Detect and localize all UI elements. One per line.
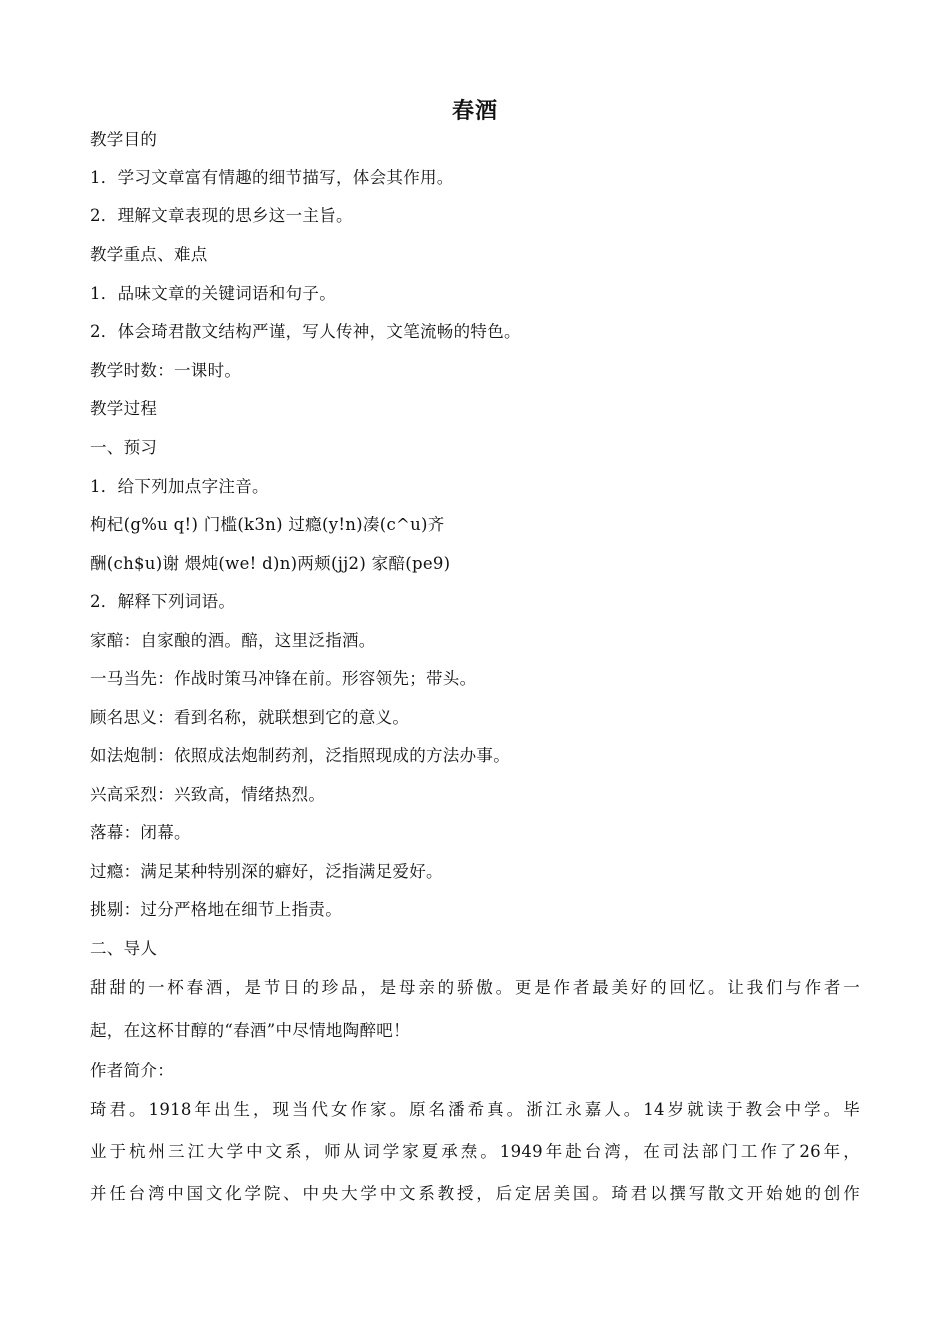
author-bio-line: 并任台湾中国文化学院、中央大学中文系教授，后定居美国。琦君以撰写散文开始她的创作 [90, 1184, 860, 1203]
vocab-item: 一马当先：作战时策马冲锋在前。形容领先；带头。 [90, 669, 477, 688]
section-heading-objectives: 教学目的 [90, 130, 158, 149]
key-point-item-1: 1．品味文章的关键词语和句子。 [90, 284, 336, 303]
document-title: 春酒 [451, 99, 498, 124]
section-heading-process: 教学过程 [90, 399, 158, 418]
subsection-introduction: 二、导人 [90, 939, 158, 958]
preview-task-2: 2．解释下列词语。 [90, 592, 236, 611]
vocab-item: 过瘾：满足某种特别深的癖好，泛指满足爱好。 [90, 862, 443, 881]
teaching-hours: 教学时数：一课时。 [90, 361, 242, 380]
pinyin-line-2: 酬(ch$u)谢 煨炖(we! d)n)两颊(jj2) 家醅(pe9) [90, 554, 451, 573]
subsection-preview: 一、预习 [90, 438, 158, 457]
author-bio-line: 琦君。1918年出生，现当代女作家。原名潘希真。浙江永嘉人。14岁就读于教会中学。毕 [90, 1100, 860, 1119]
vocab-item: 兴高采烈：兴致高，情绪热烈。 [90, 785, 326, 804]
vocab-item: 落幕：闭幕。 [90, 823, 191, 842]
vocab-item: 顾名思义：看到名称，就联想到它的意义。 [90, 708, 410, 727]
intro-paragraph-line: 起，在这杯甘醇的“春酒”中尽情地陶醉吧！ [90, 1021, 410, 1040]
author-bio-line: 业于杭州三江大学中文系，师从词学家夏承焘。1949年赴台湾，在司法部门工作了26年， [90, 1142, 860, 1161]
vocab-item: 家醅：自家酿的酒。醅，这里泛指酒。 [90, 631, 376, 650]
intro-paragraph-line: 甜甜的一杯春酒，是节日的珍品，是母亲的骄傲。更是作者最美好的回忆。让我们与作者一 [90, 978, 860, 997]
section-heading-key-points: 教学重点、难点 [90, 245, 208, 264]
pinyin-line-1: 枸杞(g%u q!) 门槛(k3n) 过瘾(y!n)凑(c^u)齐 [90, 515, 445, 534]
objective-item-2: 2．理解文章表现的思乡这一主旨。 [90, 206, 353, 225]
vocab-item: 挑剔：过分严格地在细节上指责。 [90, 900, 342, 919]
author-intro-heading: 作者简介： [90, 1061, 174, 1080]
preview-task-1: 1．给下列加点字注音。 [90, 477, 269, 496]
key-point-item-2: 2．体会琦君散文结构严谨，写人传神，文笔流畅的特色。 [90, 322, 521, 341]
objective-item-1: 1．学习文章富有情趣的细节描写，体会其作用。 [90, 168, 454, 187]
vocab-item: 如法炮制：依照成法炮制药剂，泛指照现成的方法办事。 [90, 746, 510, 765]
